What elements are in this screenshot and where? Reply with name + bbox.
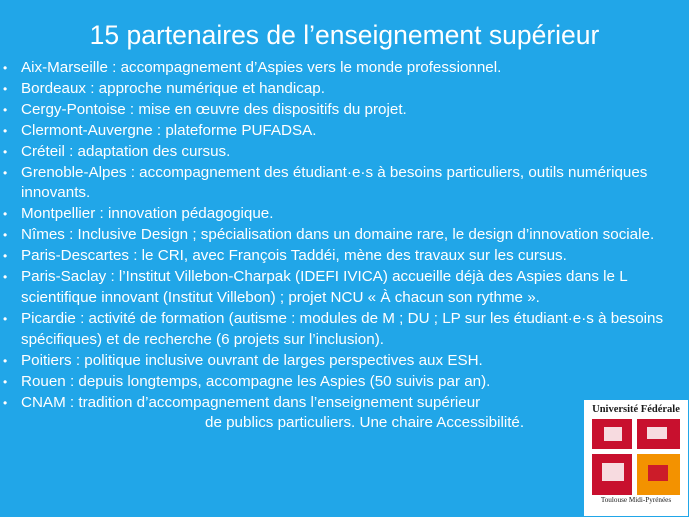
bullet-icon: • <box>3 395 8 410</box>
list-item-text: Poitiers : politique inclusive ouvrant de larges perspectives aux ESH. <box>21 351 483 369</box>
list-item-text: Paris-Saclay : l’Institut Villebon-Charpak (IDEFI IVICA) accueille déjà des Aspies dans le L scientifique innovant (Institut Villebon) ; projet NCU « À chacun son rythme ». <box>21 268 628 306</box>
bullet-icon: • <box>3 123 8 138</box>
logo-emblem-icon <box>592 419 680 495</box>
list-item <box>0 163 689 205</box>
list-item-text: Aix-Marseille : accompagnement d’Aspies vers le monde professionnel. <box>21 59 502 76</box>
list-item-text: Créteil : adaptation des cursus. <box>21 142 231 160</box>
bullet-icon: • <box>3 144 8 159</box>
list-item <box>0 267 689 309</box>
list-item-text: Bordeaux : approche numérique et handicap. <box>21 79 325 97</box>
list-item <box>0 372 689 393</box>
list-item-text-continued: de publics particuliers. Une chaire Accessibilité. <box>205 414 525 432</box>
bullet-icon: • <box>3 374 8 389</box>
bullet-icon: • <box>3 228 8 243</box>
list-item-text: Rouen : depuis longtemps, accompagne les Aspies (50 suivis par an). <box>21 372 491 390</box>
list-item <box>0 246 689 267</box>
bullet-icon: • <box>3 81 8 96</box>
university-logo <box>584 400 688 516</box>
list-item <box>0 79 689 100</box>
bullet-icon: • <box>3 249 8 264</box>
list-item <box>0 142 689 163</box>
list-item-text: Picardie : activité de formation (autisme : modules de M ; DU ; LP sur les étudiant·e·s à besoins spécifiques) et de recherche (6 projets sur l’inclusion). <box>21 309 664 348</box>
list-item <box>0 58 689 79</box>
list-item <box>0 121 689 142</box>
list-item-text: Montpellier : innovation pédagogique. <box>21 205 274 223</box>
bullet-icon: • <box>3 207 8 222</box>
bullet-icon: • <box>3 353 8 368</box>
list-item <box>0 225 689 246</box>
bullet-icon: • <box>3 270 8 285</box>
list-item-text: Paris-Descartes : le CRI, avec François Taddéi, mène des travaux sur les cursus. <box>21 247 567 265</box>
list-item <box>0 309 689 351</box>
list-item <box>0 100 689 121</box>
logo-bottom-text: Toulouse Midi-Pyrénées <box>600 496 672 504</box>
bullet-icon: • <box>3 165 8 180</box>
bullet-icon: • <box>3 311 8 326</box>
list-item-text: Clermont-Auvergne : plateforme PUFADSA. <box>21 121 317 139</box>
list-item-text: Nîmes : Inclusive Design ; spécialisation dans un domaine rare, le design d’innovation sociale. <box>21 226 655 244</box>
list-item-text: Grenoble-Alpes : accompagnement des étudiant·e·s à besoins particuliers, outils numériques innovants. <box>21 163 648 202</box>
list-item <box>0 351 689 372</box>
slide-title: 15 partenaires de l’enseignement supérieur <box>89 20 600 50</box>
logo-top-text: Université Fédérale <box>592 404 680 415</box>
partner-list <box>0 58 689 434</box>
list-item-text: Cergy-Pontoise : mise en œuvre des dispositifs du projet. <box>21 100 407 118</box>
list-item-text: CNAM : tradition d’accompagnement dans l’enseignement supérieur <box>21 393 481 411</box>
bullet-icon: • <box>3 61 8 75</box>
bullet-icon: • <box>3 102 8 117</box>
list-item <box>0 204 689 225</box>
